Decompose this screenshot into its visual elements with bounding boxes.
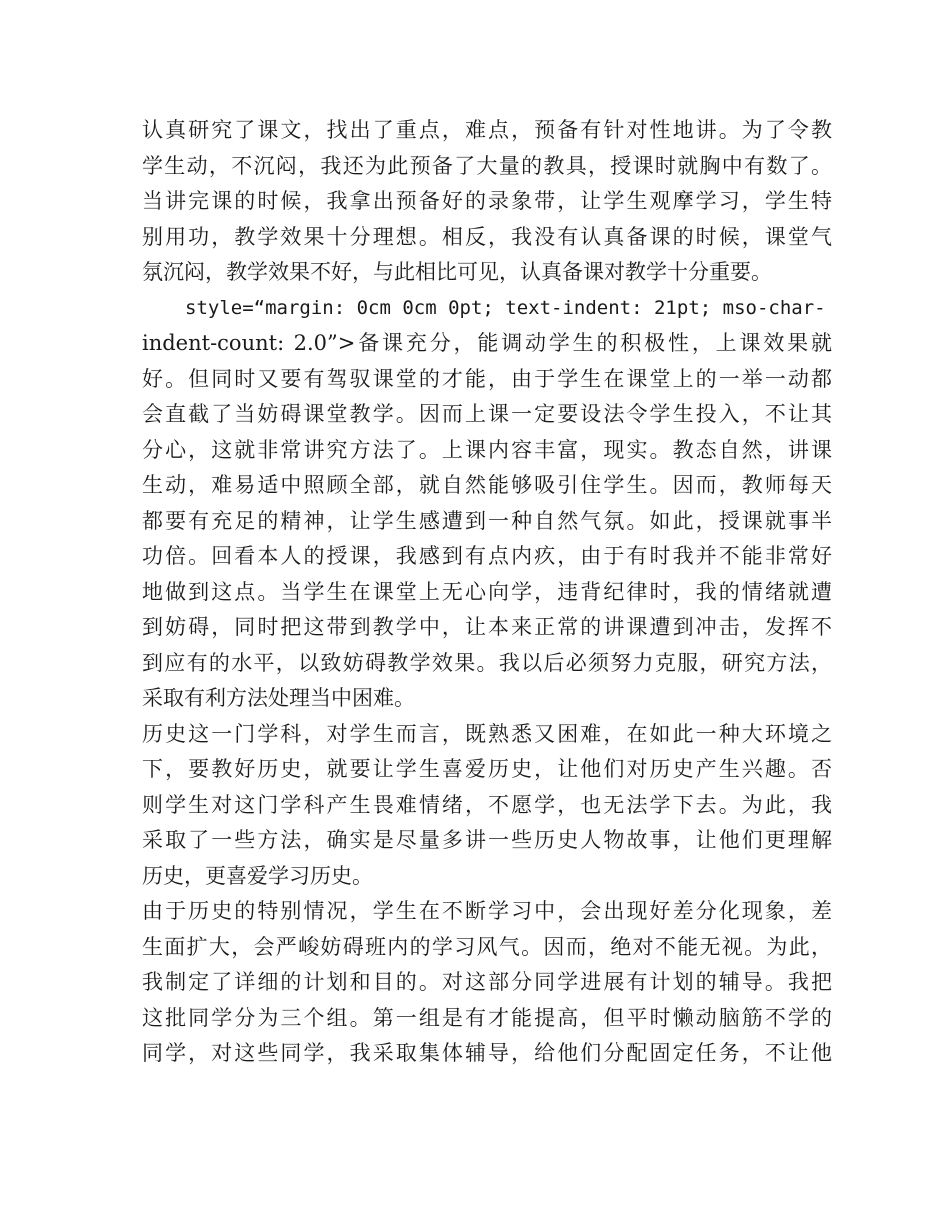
paragraph-2: [142, 291, 832, 717]
text-line: 都要有充足的精神，让学生感遭到一种自然气氛。如此，授课就事半: [142, 508, 832, 533]
text-line: 生动，难易适中照顾全部，就自然能够吸引住学生。因而，教师每天: [142, 473, 832, 497]
text-line: 学生动，不沉闷，我还为此预备了大量的教具，授课时就胸中有数了。: [142, 153, 832, 178]
text-line: 功倍。回看本人的授课，我感到有点内疚，由于有时我并不能非常好: [142, 544, 832, 568]
text-line: 采取有利方法处理当中困难。: [142, 686, 415, 710]
paragraph-1: [142, 113, 832, 291]
paragraph-3: [142, 717, 832, 895]
text-line: 生面扩大，会严峻妨碍班内的学习风气。因而，绝对不能无视。为此，: [142, 934, 832, 959]
text-line: 同学，对这些同学，我采取集体辅导，给他们分配固定任务，不让他: [142, 1041, 832, 1065]
text-line: 认真研究了课文，找出了重点，难点，预备有针对性地讲。为了令教: [142, 118, 832, 142]
text-line: 到妨碍，同时把这带到教学中，让本来正常的讲课遭到冲击，发挥不: [142, 615, 832, 639]
text-line: 当讲完课的时候，我拿出预备好的录象带，让学生观摩学习，学生特: [142, 189, 832, 213]
text-line: 分心，这就非常讲究方法了。上课内容丰富，现实。教态自然，讲课: [142, 437, 832, 462]
text-line: 历史，更喜爱学习历史。: [142, 863, 373, 888]
paragraph-4: [142, 894, 832, 1072]
text-line: 则学生对这门学科产生畏难情绪，不愿学，也无法学下去。为此，我: [142, 792, 832, 817]
text-line: style=“margin: 0cm 0cm 0pt; text-indent: 21pt; mso-char-: [185, 296, 826, 319]
text-line: 好。但同时又要有驾驭课堂的才能，由于学生在课堂上的一举一动都: [142, 366, 832, 391]
text-line: 我制定了详细的计划和目的。对这部分同学进展有计划的辅导。我把: [142, 970, 832, 994]
text-line: 下，要教好历史，就要让学生喜爱历史，让他们对历史产生兴趣。否: [142, 757, 832, 781]
text-line: 采取了一些方法，确实是尽量多讲一些历史人物故事，让他们更理解: [142, 828, 832, 852]
text-line: 会直截了当妨碍课堂教学。因而上课一定要设法令学生投入，不让其: [142, 402, 832, 426]
body-text: [142, 113, 832, 1072]
text-line: 到应有的水平，以致妨碍教学效果。我以后必须努力克服，研究方法，: [142, 650, 832, 675]
text-line: 这批同学分为三个组。第一组是有才能提高，但平时懒动脑筋不学的: [142, 1005, 832, 1030]
text-line: 地做到这点。当学生在课堂上无心向学，违背纪律时，我的情绪就遭: [142, 579, 832, 604]
text-line: 历史这一门学科，对学生而言，既熟悉又困难，在如此一种大环境之: [142, 721, 832, 746]
text-line: 由于历史的特别情况，学生在不断学习中，会出现好差分化现象，差: [142, 899, 832, 923]
text-line: indent-count: 2.0”>备课充分，能调动学生的积极性，上课效果就: [142, 331, 832, 355]
text-line: 别用功，教学效果十分理想。相反，我没有认真备课的时候，课堂气: [142, 224, 832, 249]
text-line: 氛沉闷，教学效果不好，与此相比可见，认真备课对教学十分重要。: [142, 260, 772, 284]
